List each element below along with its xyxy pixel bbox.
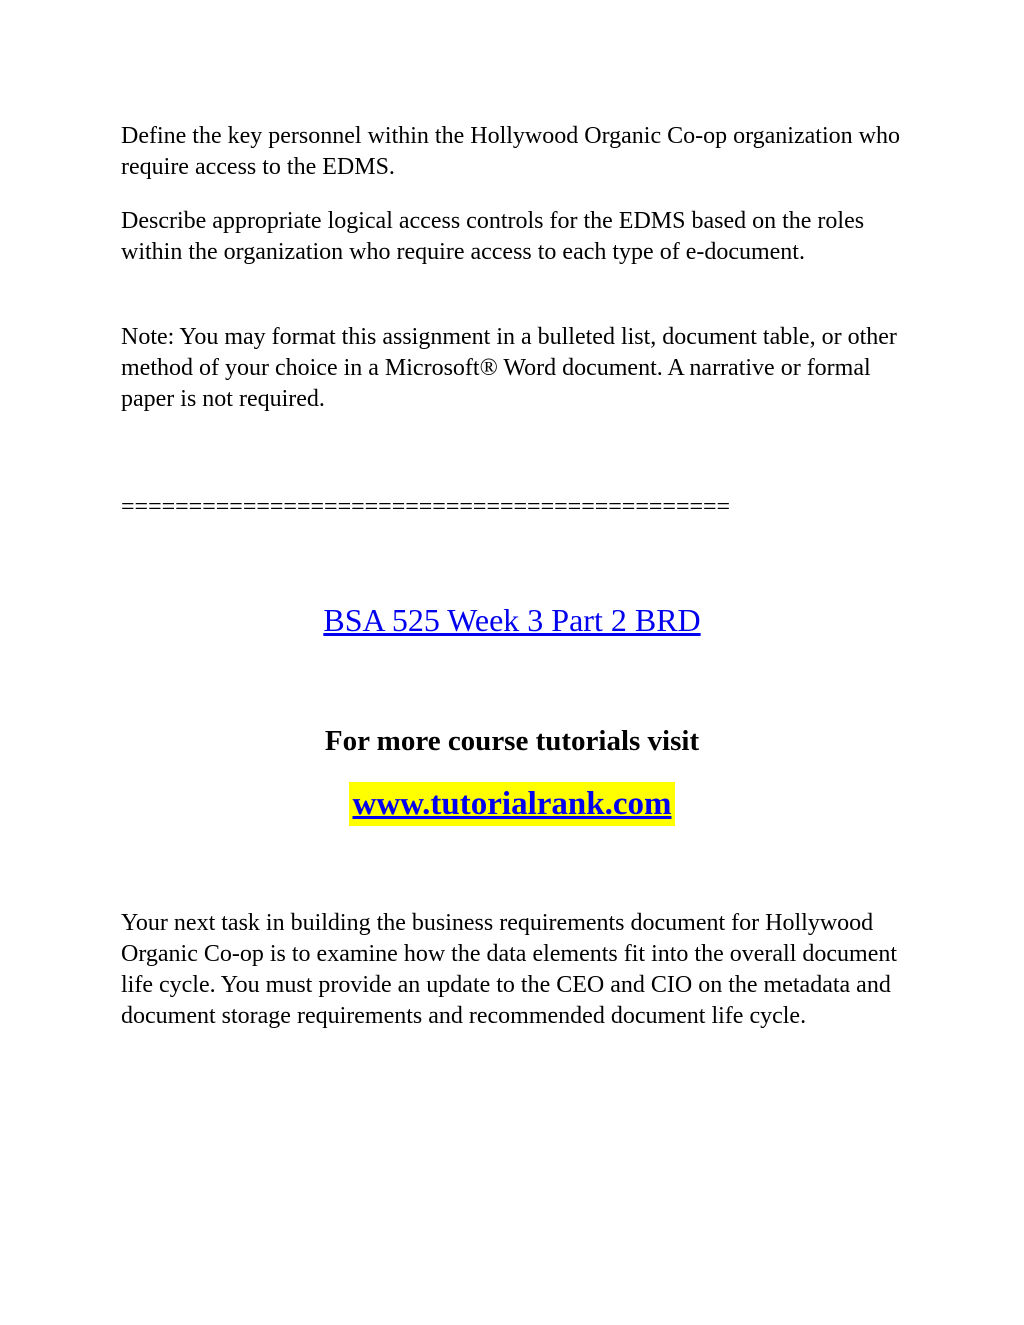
site-link-wrapper xyxy=(0,782,1024,826)
title-link-wrapper xyxy=(0,600,1024,640)
site-url-link[interactable]: www.tutorialrank.com xyxy=(349,782,676,826)
paragraph-key-personnel: Define the key personnel within the Hollywood Organic Co-op organization who require access to the EDMS. xyxy=(121,123,900,180)
paragraph-next-task: Your next task in building the business requirements document for Hollywood Organic Co-op is to examine how the data elements fit into the overall document life cycle. You must provide an update to the CEO and CIO on the metadata and document storage requirements and recommended document life cycle. xyxy=(121,910,898,1029)
separator-line: ============================================= xyxy=(121,494,731,520)
course-title-link[interactable]: BSA 525 Week 3 Part 2 BRD xyxy=(323,602,701,638)
paragraph-access-controls: Describe appropriate logical access controls for the EDMS based on the roles within the organization who require access to each type of e-document. xyxy=(121,208,865,265)
paragraph-format-note: Note: You may format this assignment in a bulleted list, document table, or other method of your choice in a Microsoft® Word document. A narrative or formal paper is not required. xyxy=(121,324,897,412)
promo-heading: For more course tutorials visit xyxy=(324,725,700,757)
